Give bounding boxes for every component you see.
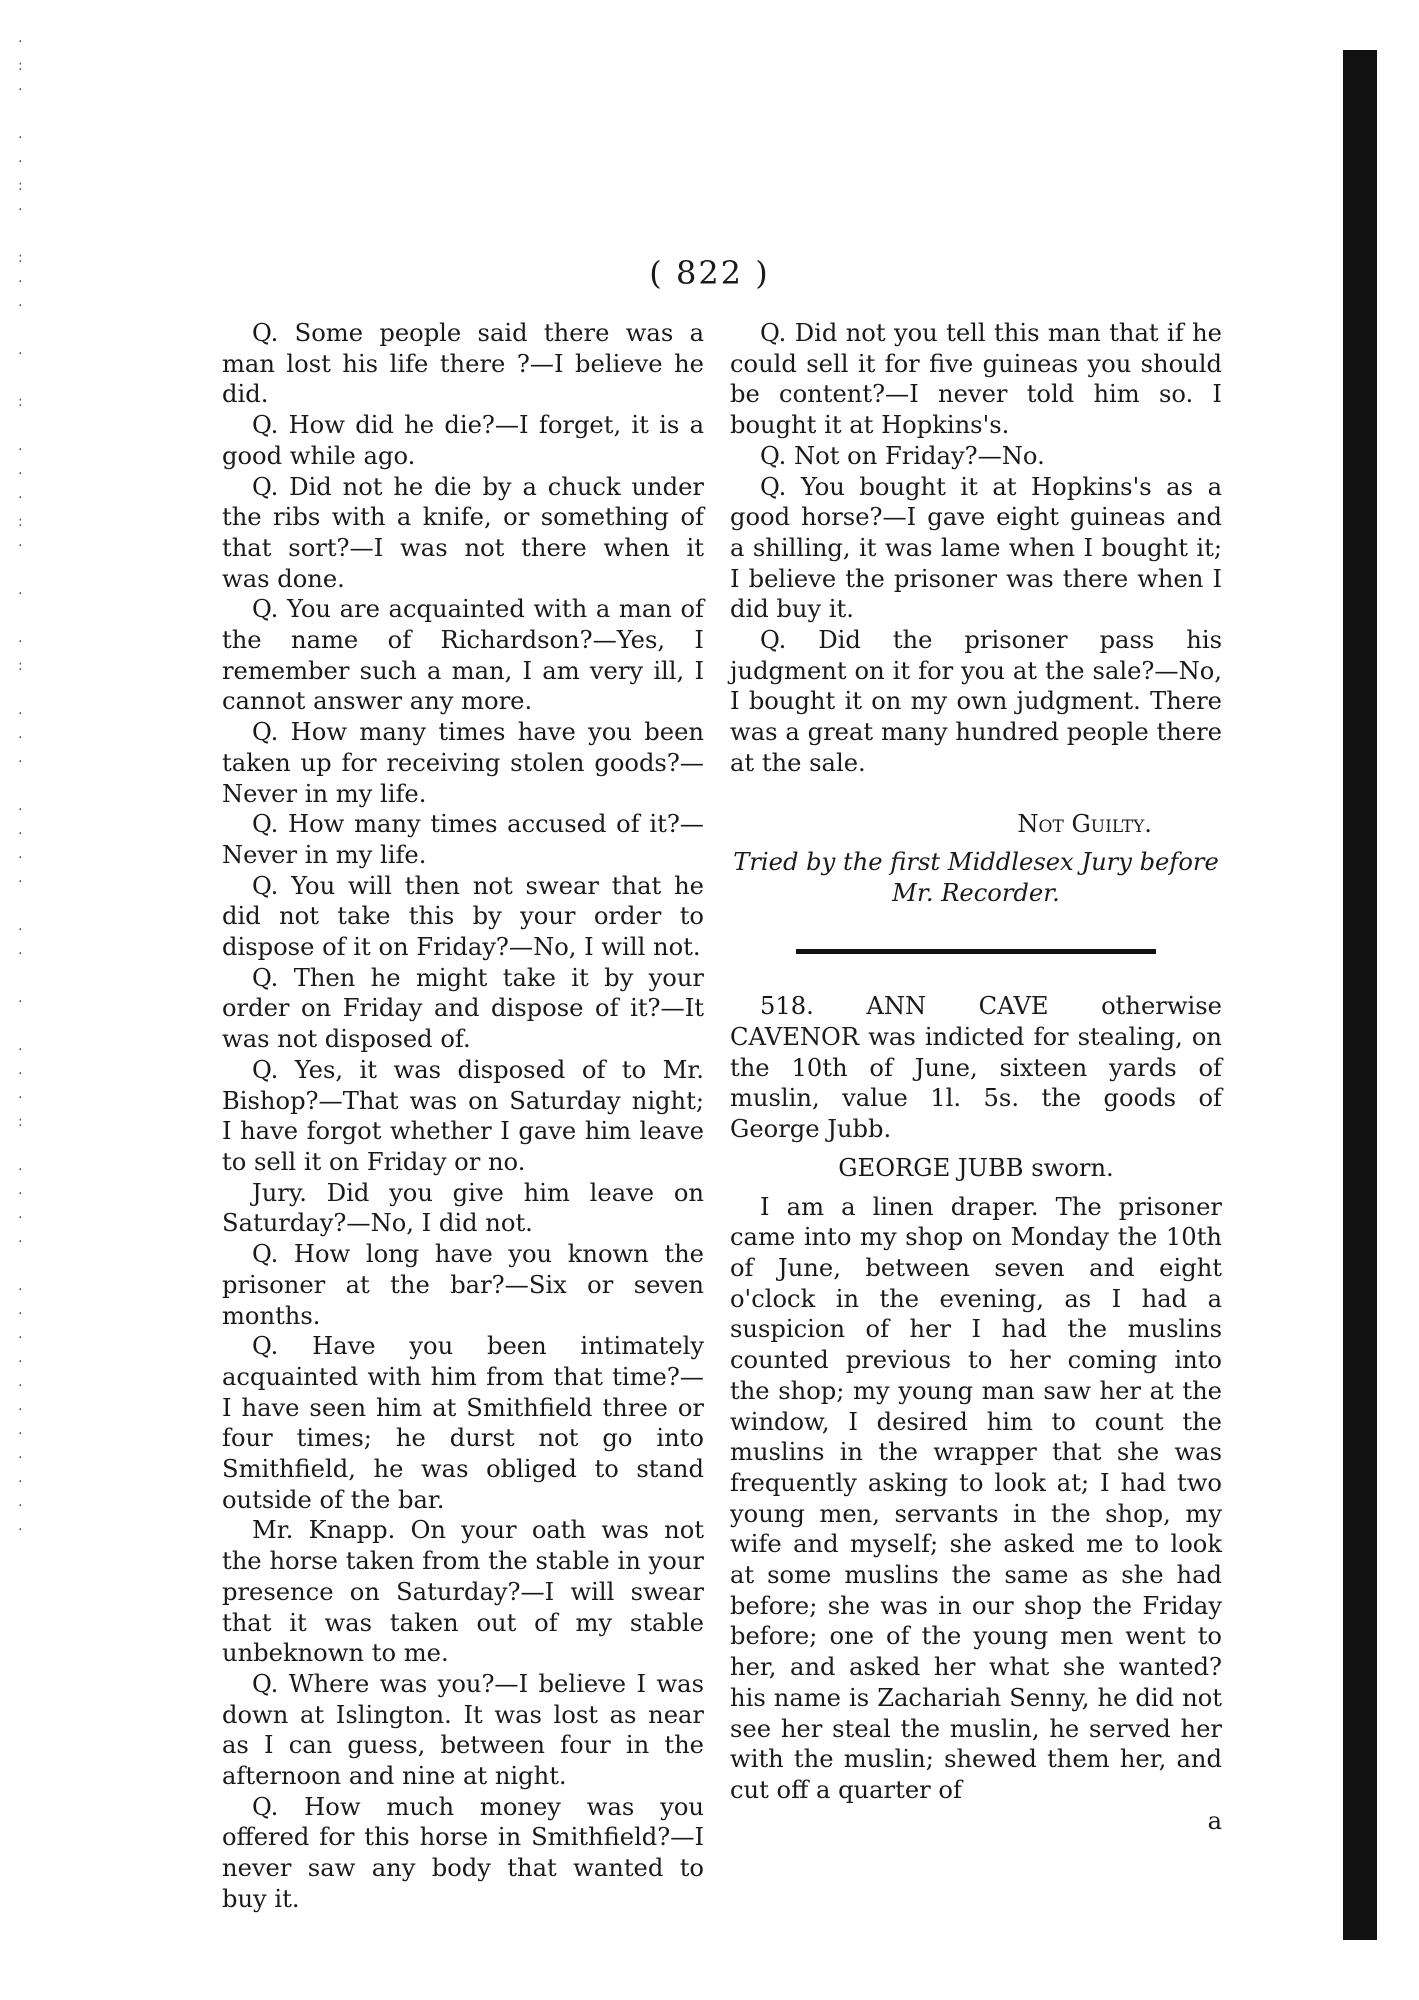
paragraph: Q. How many times accused of it?—Never in my life. — [222, 810, 704, 869]
right-column — [730, 318, 1222, 1836]
paragraph: Q. Did not he die by a chuck under the ribs with a knife, or something of that sort?—I was not there when it was done. — [222, 472, 704, 593]
testimony: I am a linen draper. The prisoner came into my shop on Monday the 10th of June, between seven and eight o'clock in the evening, as I had a suspicion of her I had the muslins counted previous to her coming into the shop; my young man saw her at the window, I desired him to count the muslins in the wrapper that she was frequently asking to look at; I had two young men, servants in the shop, my wife and myself; she asked me to look at some muslins the same as she had before; she was in our shop the Friday before; one of the young men went to her, and asked her what she wanted? his name is Zachariah Senny, he did not see her steal the muslin, he served her with the muslin; shewed them her, and cut off a quarter of — [730, 1192, 1222, 1804]
paragraph: Q. How many times have you been taken up for receiving stolen goods?—Never in my life. — [222, 718, 704, 808]
paragraph: Jury. Did you give him leave on Saturday?—No, I did not. — [222, 1178, 704, 1238]
verdict: Not Guilty. — [1017, 809, 1152, 838]
case-heading: 518. ANN CAVE otherwise CAVENOR was indicted for stealing, on the 10th of June, sixteen yards of muslin, value 1l. 5s. the goods of George Jubb. — [730, 992, 1222, 1144]
paragraph: Q. How long have you known the prisoner at the bar?—Six or seven months. — [222, 1240, 704, 1330]
page-edge-shadow — [1343, 50, 1377, 1940]
paragraph: Q. Did the prisoner pass his judgment on it for you at the sale?—No, I bought it on my own judgment. There was a great many hundred people there at the sale. — [730, 626, 1222, 777]
tried-by-judge: Mr. Recorder. — [892, 878, 1060, 907]
paragraph: Q. Did not you tell this man that if he could sell it for five guineas you should be content?—I never told him so. I bought it at Hopkins's. — [730, 319, 1222, 440]
paragraph: Q. Some people said there was a man lost his life there ?—I believe he did. — [222, 319, 704, 409]
paragraph: Q. Not on Friday?—No. — [760, 441, 1045, 470]
left-margin-specks: · : · · · : · : · · · : · · · : · · · : · · · · · · · · · · · · · : · · · · · · · · · · · · · · · — [18, 34, 23, 1538]
paragraph: Q. Where was you?—I believe I was down at Islington. It was lost as near as I can guess, between four in the afternoon and nine at night. — [222, 1669, 704, 1791]
paragraph: Q. You are acquainted with a man of the name of Richardson?—Yes, I remember such a man, I am very ill, I cannot answer any more. — [222, 595, 704, 716]
paragraph: Q. You will then not swear that he did not take this by your order to dispose of it on Friday?—No, I will not. — [222, 871, 704, 962]
tried-by-line: Tried by the first Middlesex Jury before — [733, 848, 1219, 877]
paragraph: Q. How much money was you offered for this horse in Smithfield?—I never saw any body that wanted to buy it. — [222, 1792, 704, 1913]
paragraph: Mr. Knapp. On your oath was not the horse taken from the stable in your presence on Saturday?—I will swear that it was taken out of my stable unbeknown to me. — [222, 1516, 704, 1668]
paragraph: Q. Yes, it was disposed of to Mr. Bishop?—That was on Saturday night; I have forgot whether I gave him leave to sell it on Friday or no. — [222, 1055, 704, 1176]
page-number: ( 822 ) — [649, 254, 770, 292]
section-divider — [730, 931, 1222, 962]
catchword: a — [1207, 1806, 1222, 1835]
paragraph: Q. Have you been intimately acquainted with him from that time?—I have seen him at Smithfield three or four times; he durst not go into Smithfield, he was obliged to stand outside of the bar. — [222, 1332, 704, 1514]
paragraph: Q. How did he die?—I forget, it is a good while ago. — [222, 411, 704, 470]
left-column — [222, 318, 704, 1915]
paragraph: Q. You bought it at Hopkins's as a good horse?—I gave eight guineas and a shilling, it was lame when I bought it; I believe the prisoner was there when I did buy it. — [730, 472, 1222, 624]
paragraph: Q. Then he might take it by your order on Friday and dispose of it?—It was not disposed of. — [222, 963, 704, 1054]
witness-heading: GEORGE JUBB sworn. — [838, 1153, 1114, 1182]
